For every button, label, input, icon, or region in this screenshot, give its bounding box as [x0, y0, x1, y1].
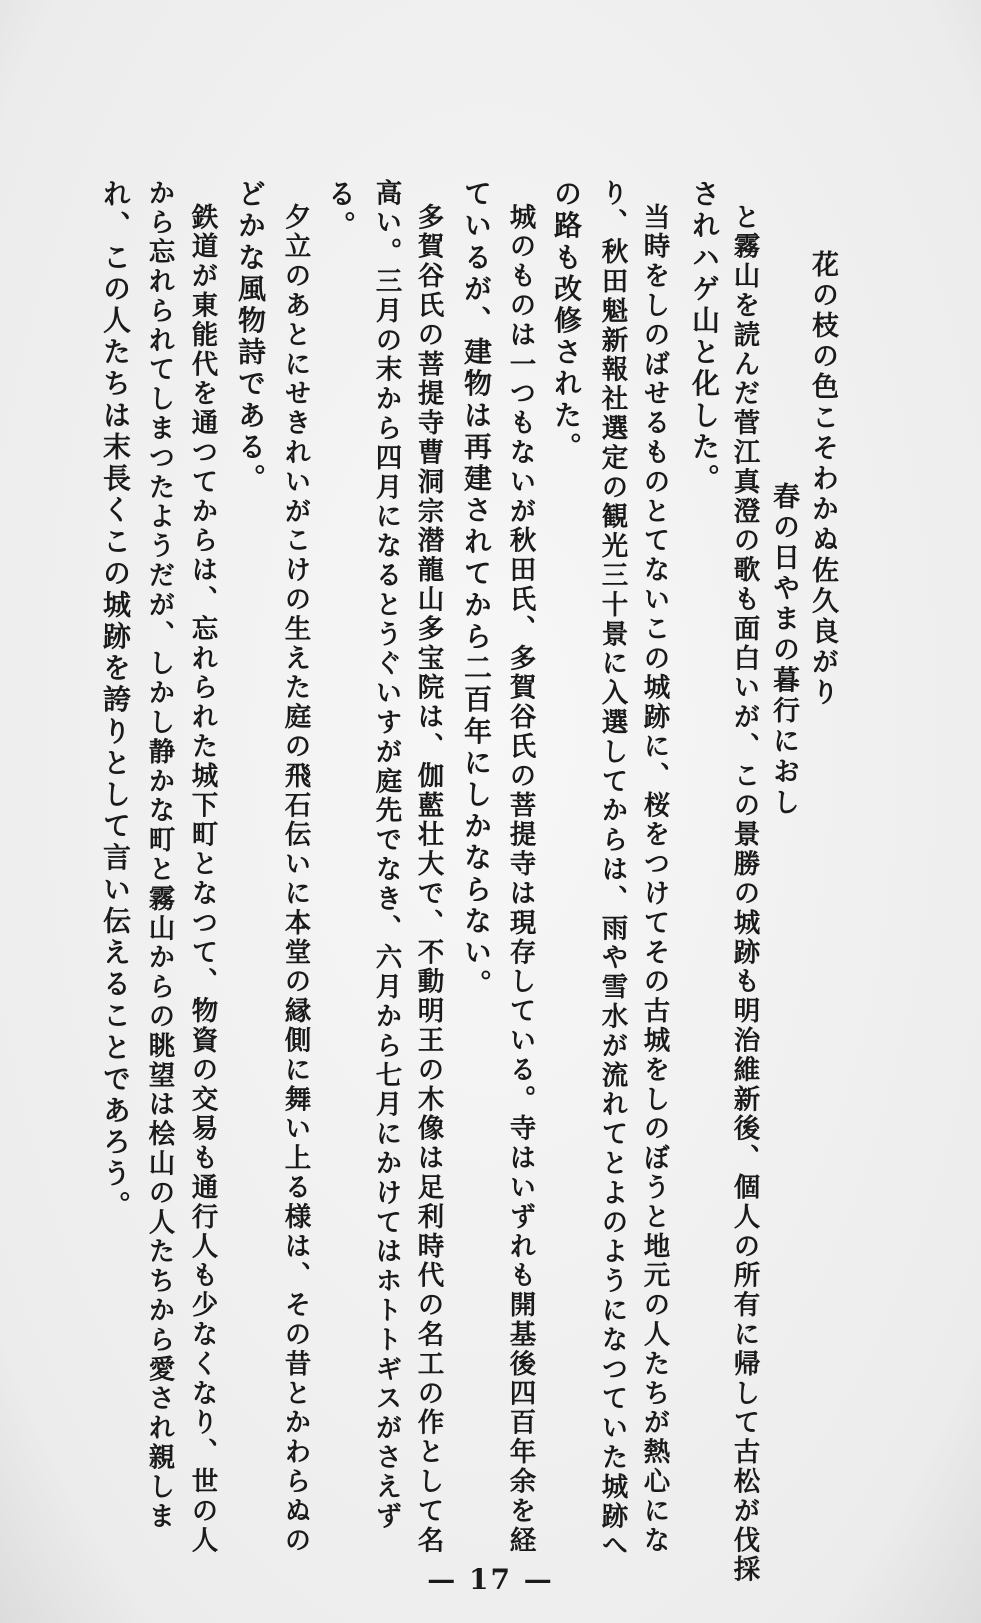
poem-line-2: 春の日やまの暮行におし: [768, 482, 799, 819]
text-column-14: から忘れられてしまつたようだが、しかし静かな町と霧山からの眺望は桧山の人たちから愛され親しま: [143, 179, 175, 1532]
text-column-15: れ、この人たちは末長くこの城跡を誇りとして言い伝えることであろう。: [99, 179, 132, 1222]
text-column-12: どかな風物詩である。: [234, 179, 267, 495]
text-column-10: る。: [324, 179, 357, 243]
text-column-5: の路も改修された。: [550, 179, 583, 464]
text-column-2: されハゲ山と化した。: [688, 179, 721, 495]
text-column-4: り、秋田魁新報社選定の観光三十景に入選してからは、雨や雪水が流れてとよのようになつていた城跡へ: [596, 179, 628, 1561]
text-column-3: 当時をしのばせるものとてないこの城跡に、桜をつけてその古城をしのぼうと地元の人たちが熱心にな: [638, 203, 670, 1556]
poem-line-1: 花の枝の色こそわかぬ佐久良がり: [807, 250, 838, 709]
text-column-1: と霧山を読んだ菅江真澄の歌も面白いが、この景勝の城跡も明治維新後、個人の所有に帰して古松が伐採: [728, 203, 760, 1585]
text-column-8: 多賀谷氏の菩提寺曹洞宗潜龍山多宝院は、伽藍壮大で、不動明王の木像は足利時代の名工の作として名: [412, 203, 444, 1556]
page-number: — 17 —: [427, 1563, 554, 1596]
text-column-7: ているが、建物は再建されてから二百年にしかならない。: [460, 179, 493, 1001]
text-column-13: 鉄道が東能代を通つてからは、忘れられた城下町となつて、物資の交易も通行人も少なくなり、世の人: [186, 203, 218, 1556]
text-column-6: 城のものは一つもないが秋田氏、多賀谷氏の菩提寺は現存している。寺はいずれも開基後四百年余を経: [504, 203, 536, 1556]
text-column-11: 夕立のあとにせきれいがこけの生えた庭の飛石伝いに本堂の縁側に舞い上る様は、その昔とかわらぬの: [279, 203, 311, 1556]
text-column-9: 高い。三月の末から四月になるとうぐいすが庭先でなき、六月から七月にかけてはホトトギスがさえず: [370, 179, 402, 1532]
